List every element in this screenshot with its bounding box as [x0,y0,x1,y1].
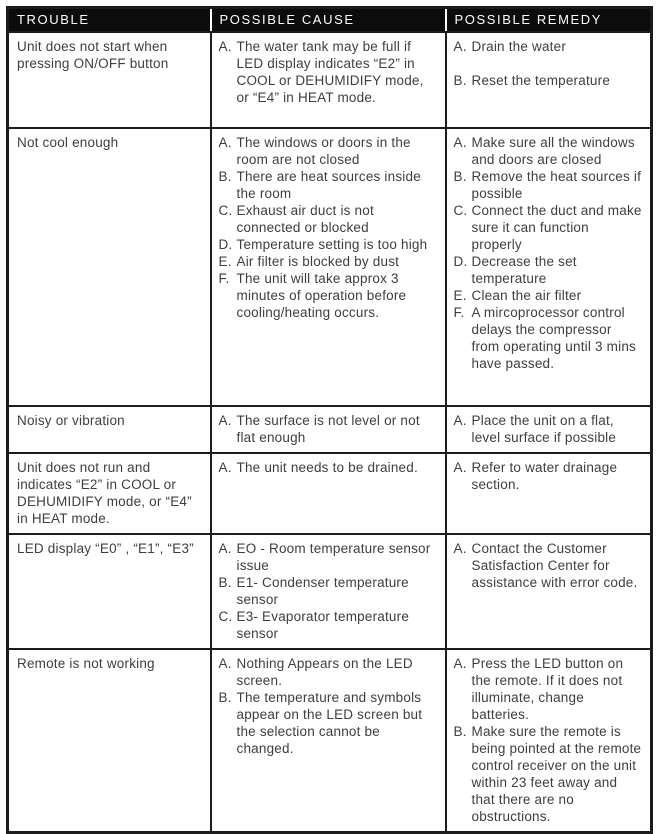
table-row [8,453,652,534]
item-label: A. [453,459,467,475]
item-text: Nothing Appears on the LED screen. [236,655,413,688]
item-label: B. [453,72,467,88]
item-label: A. [218,38,232,54]
item-text: Make sure the remote is being pointed at the remote control receiver on the unit within 23 feet away and that there are no obstructions. [471,723,642,824]
cause-cell [211,406,446,453]
item-text: Place the unit on a flat, level surface if possible [471,412,617,445]
remedy-cell [446,453,652,534]
cause-item [219,574,438,608]
item-label: A. [453,38,467,54]
item-label: A. [218,412,232,428]
item-text: The surface is not level or not flat enough [236,412,420,445]
item-label: A. [453,655,467,671]
remedy-list [454,655,644,825]
item-text: There are heat sources inside the room [236,168,421,201]
remedy-list [454,134,644,372]
column-header-possible-remedy: POSSIBLE REMEDY [446,8,652,32]
remedy-item [454,655,644,723]
cause-item [219,253,438,270]
remedy-item [454,38,644,55]
item-text: Reset the temperature [471,72,611,88]
item-text: Exhaust air duct is not connected or blocked [236,202,374,235]
trouble-cell: Remote is not working [8,649,211,833]
item-text: Decrease the set temperature [471,253,577,286]
remedy-item [454,412,644,446]
trouble-cell: Not cool enough [8,128,211,406]
trouble-cell: Unit does not run and indicates “E2” in COOL or DEHUMIDIFY mode, or “E4” in HEAT mode. [8,453,211,534]
cause-cell [211,32,446,128]
remedy-list [454,38,644,89]
remedy-cell [446,32,652,128]
cause-list [219,459,438,476]
item-text: Clean the air filter [471,287,582,303]
item-label: A. [218,655,232,671]
item-label: E. [453,287,467,303]
item-label: F. [453,304,465,320]
remedy-item [454,304,644,372]
cause-item [219,608,438,642]
remedy-list [454,412,644,446]
item-text: Air filter is blocked by dust [236,253,400,269]
table-row [8,32,652,128]
item-label: D. [218,236,233,252]
table-row [8,649,652,833]
remedy-item [454,459,644,493]
item-label: B. [453,168,467,184]
cause-item [219,38,438,106]
cause-item [219,655,438,689]
item-text: E3- Evaporator temperature sensor [236,608,410,641]
item-text: EO - Room temperature sensor issue [236,540,431,573]
remedy-cell [446,128,652,406]
table-row [8,534,652,649]
cause-cell [211,453,446,534]
cause-cell [211,649,446,833]
item-label: A. [218,459,232,475]
cause-list [219,412,438,446]
cause-item [219,134,438,168]
item-text: The water tank may be full if LED display indicates “E2” in COOL or DEHUMIDIFY mode, or “E4” in HEAT mode. [236,38,424,105]
item-text: Contact the Customer Satisfaction Center for assistance with error code. [471,540,638,590]
item-text: Make sure all the windows and doors are closed [471,134,635,167]
trouble-cell: Noisy or vibration [8,406,211,453]
cause-item [219,202,438,236]
cause-cell [211,128,446,406]
item-label: A. [453,412,467,428]
item-text: Press the LED button on the remote. If it does not illuminate, change batteries. [471,655,624,722]
trouble-cell: LED display “E0” , “E1”, “E3” [8,534,211,649]
remedy-item [454,134,644,168]
item-text: The unit needs to be drained. [236,459,418,475]
remedy-item [454,202,644,253]
cause-item [219,236,438,253]
item-label: B. [218,574,232,590]
remedy-item [454,540,644,591]
remedy-cell [446,534,652,649]
remedy-item [454,723,644,825]
cause-list [219,655,438,757]
remedy-list [454,459,644,493]
item-label: E. [218,253,232,269]
table-row [8,406,652,453]
item-text: The unit will take approx 3 minutes of operation before cooling/heating occurs. [236,270,407,320]
item-text: Drain the water [471,38,567,54]
remedy-item [454,253,644,287]
item-label: B. [218,168,232,184]
cause-cell [211,534,446,649]
trouble-cell: Unit does not start when pressing ON/OFF button [8,32,211,128]
remedy-list [454,540,644,591]
remedy-item [454,72,644,89]
item-label: F. [218,270,230,286]
item-label: A. [218,540,232,556]
item-label: C. [453,202,468,218]
item-text: Connect the duct and make sure it can function properly [471,202,642,252]
item-text: E1- Condenser temperature sensor [236,574,409,607]
remedy-cell [446,406,652,453]
item-text: The windows or doors in the room are not closed [236,134,411,167]
remedy-item [454,287,644,304]
item-label: A. [453,134,467,150]
item-text: Remove the heat sources if possible [471,168,642,201]
remedy-cell [446,649,652,833]
troubleshooting-table [6,6,653,834]
header-row [8,8,652,32]
cause-item [219,412,438,446]
cause-item [219,270,438,321]
item-label: A. [218,134,232,150]
item-label: A. [453,540,467,556]
cause-item [219,459,438,476]
column-header-possible-cause: POSSIBLE CAUSE [211,8,446,32]
table-row [8,128,652,406]
cause-item [219,540,438,574]
cause-item [219,168,438,202]
item-label: C. [218,202,233,218]
column-header-trouble: TROUBLE [8,8,211,32]
cause-list [219,38,438,106]
remedy-item [454,168,644,202]
cause-item [219,689,438,757]
item-label: D. [453,253,468,269]
item-label: B. [218,689,232,705]
item-label: B. [453,723,467,739]
item-text: Temperature setting is too high [236,236,428,252]
cause-list [219,134,438,321]
item-text: Refer to water drainage section. [471,459,618,492]
item-text: The temperature and symbols appear on the LED screen but the selection cannot be changed. [236,689,423,756]
cause-list [219,540,438,642]
item-label: C. [218,608,233,624]
item-text: A mircoprocessor control delays the compressor from operating until 3 mins have passed. [471,304,636,371]
